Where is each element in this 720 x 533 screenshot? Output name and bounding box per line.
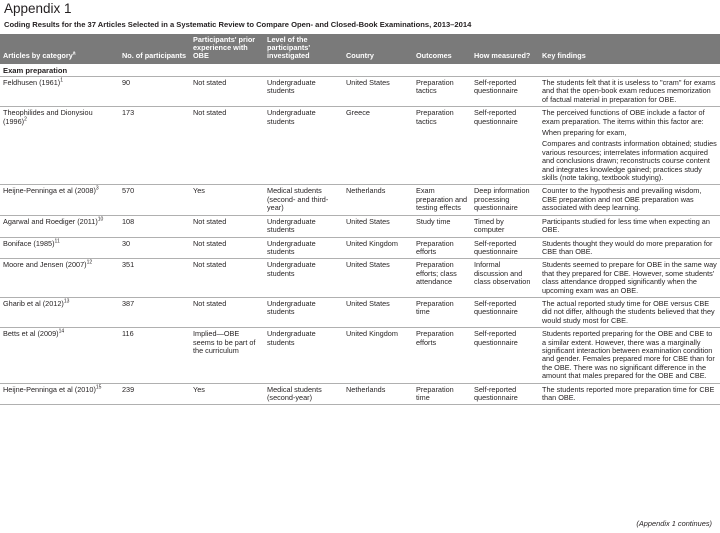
table-row	[0, 185, 720, 215]
participants-cell: 116	[119, 328, 190, 383]
country-cell: United States	[343, 259, 413, 298]
section-row	[0, 64, 720, 77]
section-label: Exam preparation	[0, 64, 720, 77]
outcomes-cell: Preparation time	[413, 383, 471, 405]
column-header: Articles by category$^a$	[0, 34, 119, 64]
country-cell: United States	[343, 215, 413, 237]
measurement-cell: Self-reported questionnaire	[471, 328, 539, 383]
table-row	[0, 259, 720, 298]
participant-level-cell: Undergraduate students	[264, 297, 343, 327]
measurement-cell: Self-reported questionnaire	[471, 107, 539, 185]
country-cell: United Kingdom	[343, 328, 413, 383]
country-cell: Netherlands	[343, 185, 413, 215]
table-row	[0, 107, 720, 185]
outcomes-cell: Exam preparation and testing effects	[413, 185, 471, 215]
column-header: Key findings	[539, 34, 720, 64]
coding-results-table	[0, 34, 720, 405]
finding-text: When preparing for exam,	[542, 128, 627, 138]
key-findings-cell	[539, 328, 720, 383]
country-cell: Netherlands	[343, 383, 413, 405]
outcomes-cell: Study time	[413, 215, 471, 237]
outcomes-cell: Preparation efforts; class attendance	[413, 259, 471, 298]
key-findings-cell	[539, 383, 720, 405]
column-header: Outcomes	[413, 34, 471, 64]
table-row	[0, 77, 720, 107]
key-findings-cell	[539, 297, 720, 327]
participants-cell: 108	[119, 215, 190, 237]
prior-experience-cell: Not stated	[190, 259, 264, 298]
outcomes-cell: Preparation tactics	[413, 107, 471, 185]
prior-experience-cell: Yes	[190, 185, 264, 215]
column-header: Country	[343, 34, 413, 64]
measurement-cell: Self-reported questionnaire	[471, 77, 539, 107]
measurement-cell: Timed by computer	[471, 215, 539, 237]
column-header: No. of participants	[119, 34, 190, 64]
country-cell: Greece	[343, 107, 413, 185]
continuation-note: (Appendix 1 continues)	[636, 519, 712, 528]
prior-experience-cell: Yes	[190, 383, 264, 405]
finding-text: Students seemed to prepare for OBE in the same way that they prepared for CBE. However, some students' class attendance dropped significantly when the upcoming exam was an OBE.	[542, 260, 717, 295]
measurement-cell: Deep information processing questionnaire	[471, 185, 539, 215]
participants-cell: 90	[119, 77, 190, 107]
article-cell: Theophilides and Dionysiou $(1996)^2$	[0, 107, 119, 185]
participant-level-cell: Undergraduate students	[264, 328, 343, 383]
table-header-row	[0, 34, 720, 64]
participants-cell: 351	[119, 259, 190, 298]
prior-experience-cell: Not stated	[190, 107, 264, 185]
table-row	[0, 215, 720, 237]
table-caption: Coding Results for the 37 Articles Selected in a Systematic Review to Compare Open- and Closed-Book Examinations, 2013–2014	[4, 20, 472, 29]
reference-number: 10	[97, 216, 104, 223]
finding-text: Students reported preparing for the OBE and CBE to a similar extent. However, there was a marginally significant interaction between examination condition and gender. Females prepared more for CBE than for the OBE. There was no significant difference in the amount that males prepared for the OBE and CBE.	[542, 329, 715, 381]
key-findings-cell	[539, 77, 720, 107]
finding-text: The students felt that it is useless to "cram" for exams and that the open-book exam reduces memorization of factual material in preparation for OBE.	[542, 78, 716, 104]
article-cell: Gharib et al $(2012)^{13}$	[0, 297, 119, 327]
participant-level-cell: Medical students (second-year)	[264, 383, 343, 405]
reference-number: 11	[54, 238, 60, 245]
country-cell: United States	[343, 77, 413, 107]
article-cell: Betts et al $(2009)^{14}$	[0, 328, 119, 383]
key-findings-cell	[539, 107, 720, 185]
prior-experience-cell: Not stated	[190, 77, 264, 107]
participants-cell: 30	[119, 237, 190, 259]
table-row	[0, 237, 720, 259]
finding-text: Students thought they would do more preparation for CBE than OBE.	[542, 238, 713, 256]
participant-level-cell: Undergraduate students	[264, 237, 343, 259]
article-cell: Heijne-Penninga et al $(2010)^{15}$	[0, 383, 119, 405]
prior-experience-cell: Not stated	[190, 297, 264, 327]
prior-experience-cell: Implied—OBE seems to be part of the curriculum	[190, 328, 264, 383]
table-row	[0, 297, 720, 327]
measurement-cell: Self-reported questionnaire	[471, 383, 539, 405]
column-header: How measured?	[471, 34, 539, 64]
participant-level-cell: Undergraduate students	[264, 259, 343, 298]
country-cell: United Kingdom	[343, 237, 413, 259]
participants-cell: 239	[119, 383, 190, 405]
table-body	[0, 64, 720, 405]
column-header: Participants' prior experience with OBE	[190, 34, 264, 64]
key-findings-cell	[539, 215, 720, 237]
participants-cell: 570	[119, 185, 190, 215]
outcomes-cell: Preparation tactics	[413, 77, 471, 107]
key-findings-cell	[539, 259, 720, 298]
finding-text: The students reported more preparation time for CBE than OBE.	[542, 384, 715, 403]
column-header: Level of the participants' investigated	[264, 34, 343, 64]
appendix-title: Appendix 1	[4, 1, 72, 16]
key-findings-cell	[539, 185, 720, 215]
reference-number: 1	[60, 77, 63, 84]
participant-level-cell: Undergraduate students	[264, 107, 343, 185]
participant-level-cell: Undergraduate students	[264, 215, 343, 237]
participants-cell: 387	[119, 297, 190, 327]
outcomes-cell: Preparation efforts	[413, 328, 471, 383]
article-cell: Agarwal and Roediger $(2011)^{10}$	[0, 215, 119, 237]
finding-text: The perceived functions of OBE include a factor of exam preparation. The items within this factor are:	[542, 108, 705, 126]
outcomes-cell: Preparation efforts	[413, 237, 471, 259]
finding-text: The actual reported study time for OBE versus CBE did not differ, although the students believed that they would study most for CBE.	[542, 298, 715, 325]
reference-number: 2	[24, 116, 27, 123]
table-row	[0, 383, 720, 405]
article-cell: Heijne-Penninga et al $(2008)^3$	[0, 185, 119, 215]
finding-text: Compares and contrasts information obtained; studies various resources; interrelates information acquired and conclusions drawn; reconstructs course content and integrates knowledge gained; practices study skills (note taking, textbook studying).	[542, 139, 717, 183]
finding-text: Counter to the hypothesis and prevailing wisdom, CBE preparation and not OBE preparation was associated with deep learning.	[542, 186, 702, 213]
measurement-cell: Informal discussion and class observation	[471, 259, 539, 298]
reference-number: 14	[58, 328, 65, 335]
outcomes-cell: Preparation time	[413, 297, 471, 327]
key-findings-cell	[539, 237, 720, 259]
prior-experience-cell: Not stated	[190, 237, 264, 259]
reference-number: 12	[86, 259, 93, 266]
measurement-cell: Self-reported questionnaire	[471, 297, 539, 327]
article-cell: Boniface $(1985)^{11}$	[0, 237, 119, 259]
reference-number: 15	[95, 384, 102, 391]
article-cell: Feldhusen $(1961)^1$	[0, 77, 119, 107]
participant-level-cell: Undergraduate students	[264, 77, 343, 107]
participants-cell: 173	[119, 107, 190, 185]
reference-number: 13	[63, 298, 70, 305]
article-cell: Moore and Jensen $(2007)^{12}$	[0, 259, 119, 298]
participant-level-cell: Medical students (second- and third-year)	[264, 185, 343, 215]
reference-number: 3	[95, 186, 99, 193]
country-cell: United States	[343, 297, 413, 327]
finding-text: Participants studied for less time when expecting an OBE.	[542, 216, 710, 235]
measurement-cell: Self-reported questionnaire	[471, 237, 539, 259]
table-row	[0, 328, 720, 383]
prior-experience-cell: Not stated	[190, 215, 264, 237]
